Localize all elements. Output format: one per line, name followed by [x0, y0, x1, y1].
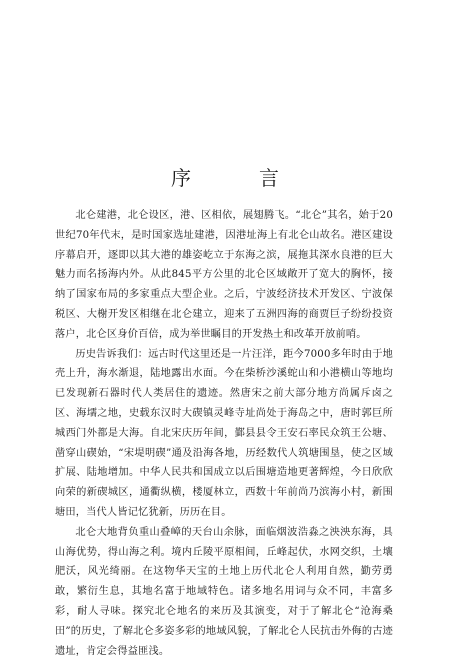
paragraph: 北仑大地背负重山叠嶂的天台山余脉，面临烟波浩淼之泱泱东海，具山海优势，得山海之利。境内丘陵平原相间，丘峰起伏，水网交织，土壤肥沃，风光绮丽。在这物华天宝的土地上历代北仑人利用自然，勤劳勇敢，繁衍生息，其地名富于地域特色。诸多地名用词与众不同，丰富多彩，耐人寻味。探究北仑地名的来历及其演变，对于了解北仑“沧海桑田”的历史，了解北仑多姿多彩的地域风貌，了解北仑人民抗击外侮的古迹遗址，肯定会得益匪浅。: [55, 526, 393, 657]
paragraph: 北仑建港，北仑设区，港、区相依，展翅腾飞。“北仑”其名，始于20世纪70年代末，是时国家选址建港，因港址海上有北仑山故名。港区建设序幕启开，逐即以其大港的雄姿屹立于东海之滨，展拖其深水良港的巨大魅力而名扬海内外。从此845平方公里的北仑区域敞开了宽大的胸怀，接纳了国家布局的多家重点大型企业。之后，宁波经济技术开发区、宁波保税区、大榭开发区相继在北仑建立，迎来了五洲四海的商贾巨子纷纷投资落户，北仑区身价百倍，成为举世瞩目的开发热土和改革开放前哨。: [55, 210, 393, 340]
paragraph: 历史告诉我们：远古时代这里还是一片汪洋，距今7000多年时由于地壳上升，海水渐退，陆地露出水面。今在柴桥沙溪蛇山和小港横山等地均已发现新石器时代人类居住的遗迹。然唐宋之前大部分地方尚属斥卤之区、海壖之地，史载东汉时大碶镇灵峰寺址尚处于海岛之中，唐时郭巨所城西门外都是大海。自北宋庆历年间，鄞县县令王安石率民众筑王公塘、凿穿山碶始，“宋堤明碶”通及沿海各地，历经数代人筑塘围垦，使之区域扩展、陆地增加。中华人民共和国成立以后围塘造地更著辉煌，今日欣欣向荣的新碶城区，通衢纵横，楼厦林立，西数十年前尚乃滨海小村，新围塘田，当代人皆记忆犹新，历历在目。: [55, 348, 393, 518]
preface-body: [55, 206, 393, 661]
page-title: 序 言: [171, 166, 303, 190]
